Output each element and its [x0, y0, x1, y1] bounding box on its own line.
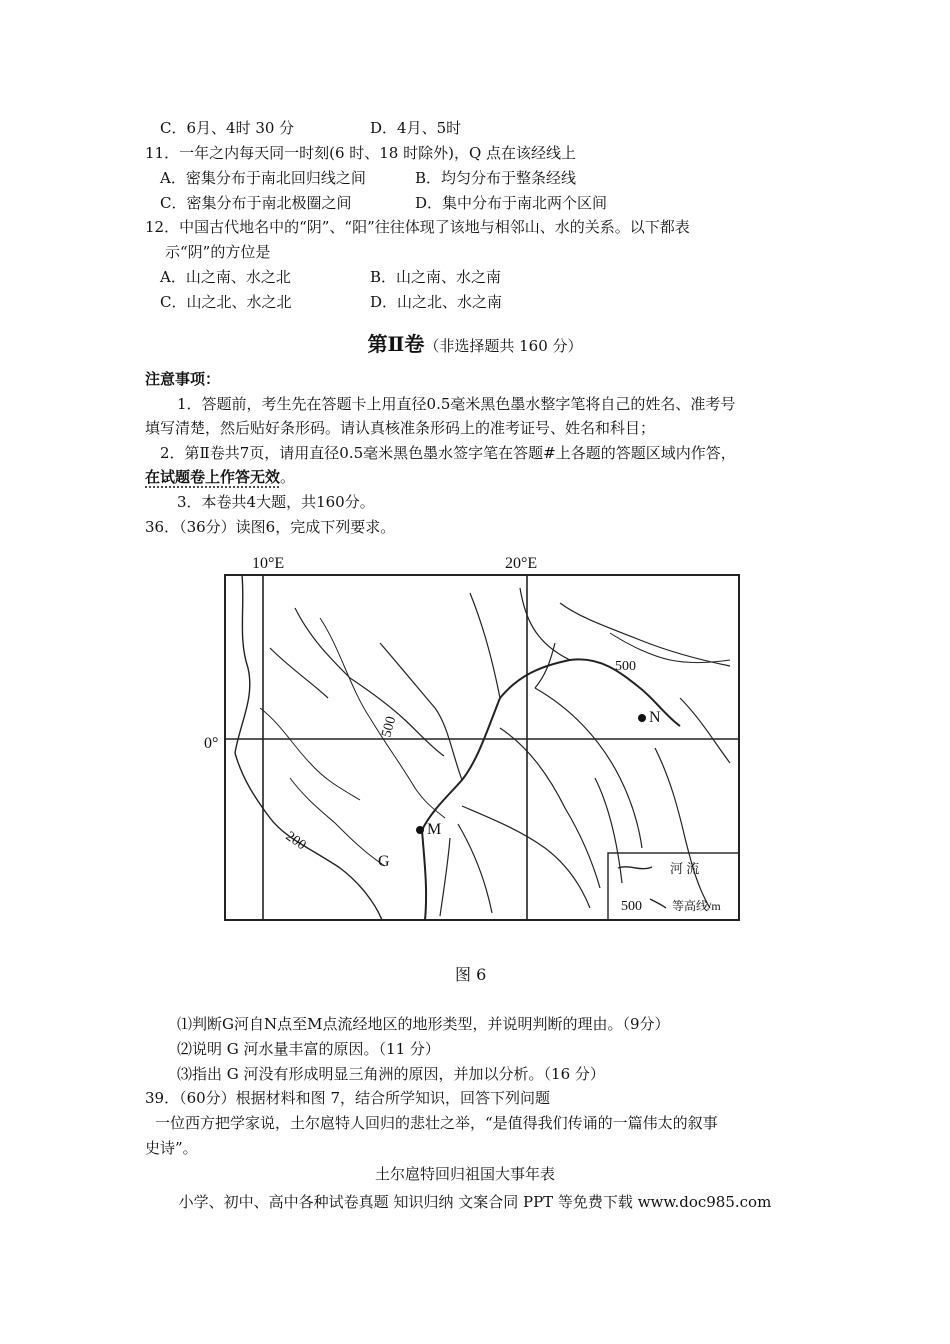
tributary-east-1 — [535, 688, 642, 848]
tributary-south-2 — [458, 824, 492, 913]
figure-6-map — [200, 548, 760, 988]
contour-200 — [290, 778, 385, 866]
tributary-west — [350, 678, 444, 756]
q12-stem-line2: 示“阴”的方位是 — [165, 243, 271, 261]
q11-option-b: B．均匀分布于整条经线 — [415, 169, 577, 187]
label-contour-500-west: 500 — [379, 714, 400, 740]
q11-stem: 11．一年之内每天同一时刻(6 时、18 时除外)，Q 点在该经线上 — [145, 144, 577, 162]
tributary-northeast — [560, 603, 730, 666]
q11-option-c: C．密集分布于南北极圈之间 — [160, 194, 352, 212]
q12-option-d: D．山之北、水之南 — [370, 293, 503, 311]
q39-paragraph-line2: 史诗”。 — [145, 1139, 198, 1157]
map-svg — [200, 548, 760, 988]
q11-option-a: A．密集分布于南北回归线之间 — [160, 169, 366, 187]
label-river-g: G — [378, 853, 390, 870]
q12-option-a: A．山之南、水之北 — [160, 268, 291, 286]
q39-paragraph-line1: 一位西方把学家说，土尔扈特人回归的悲壮之举，“是值得我们传诵的一篇伟太的叙事 — [155, 1114, 718, 1132]
legend-contour-value: 500 — [621, 899, 642, 914]
point-m-marker — [416, 826, 424, 834]
section-title — [0, 328, 950, 357]
q12-stem-line1: 12．中国古代地名中的“阴”、“阳”往往体现了该地与相邻山、水的关系。以下都表 — [145, 218, 690, 236]
notes-heading: 注意事项： — [145, 370, 221, 388]
note-2-emphasis: 在试题卷上作答无效 — [145, 468, 281, 486]
figure-caption: 图 6 — [455, 965, 487, 984]
q36-stem: 36．（36分）读图6，完成下列要求。 — [145, 518, 396, 536]
section-title-main: 第Ⅱ卷 — [367, 332, 425, 356]
note-2-end: 。 — [280, 468, 296, 486]
note-1-line1: 1．答题前，考生先在答题卡上用直径0.5毫米黑色墨水整字笔将自己的姓名、准考号 — [177, 395, 736, 413]
legend-contour-symbol — [650, 899, 666, 908]
q10-option-d: D．4月、5时 — [370, 119, 462, 137]
note-3: 3．本卷共4大题，共160分。 — [177, 493, 375, 511]
q36-sub1: ⑴判断G河自N点至M点流经地区的地形类型，并说明判断的理由。（9分） — [177, 1015, 670, 1033]
label-point-n: N — [649, 709, 661, 726]
tributary-north-3 — [535, 643, 555, 688]
label-point-m: M — [427, 821, 442, 838]
label-equator: 0° — [204, 735, 219, 752]
note-1-line2: 填写清楚，然后贴好条形码。请认真核准条形码上的准考证号、姓名和科目； — [145, 419, 656, 437]
coastline — [235, 575, 382, 920]
contour-500-west — [320, 618, 445, 818]
label-20e: 20°E — [505, 555, 538, 572]
label-10e: 10°E — [252, 555, 285, 572]
note-2-line2 — [145, 466, 295, 488]
tributary-northwest — [380, 643, 462, 780]
contour-coastal — [260, 708, 360, 800]
section-title-sub: （非选择题共 160 分） — [424, 337, 583, 355]
q10-option-c: C．6月、4时 30 分 — [160, 119, 295, 137]
note-2-line1: 2．第Ⅱ卷共7页，请用直径0.5毫米黑色墨水签字笔在答题#上各题的答题区域内作答， — [160, 444, 736, 462]
tributary-south-3 — [440, 838, 450, 916]
label-contour-200: 200 — [282, 828, 309, 854]
q12-option-b: B．山之南、水之南 — [370, 268, 502, 286]
legend-river-label: 河 流 — [670, 861, 700, 876]
tributary-east-2 — [500, 728, 600, 888]
tributary-south-1 — [462, 806, 590, 908]
label-contour-500-east: 500 — [615, 659, 636, 674]
tributary-west-2 — [270, 648, 328, 698]
q11-option-d: D．集中分布于南北两个区间 — [415, 194, 608, 212]
legend-contour-label: 等高线/m — [672, 899, 721, 913]
point-n-marker — [638, 714, 646, 722]
q39-stem: 39．（60分）根据材料和图 7，结合所学知识，回答下列问题 — [145, 1089, 550, 1107]
legend-river-symbol — [618, 867, 652, 869]
tributary-north-1 — [470, 593, 500, 698]
tributary-east-3 — [655, 748, 710, 908]
q39-table-title: 土尔扈特回归祖国大事年表 — [375, 1165, 556, 1183]
page-footer: 小学、初中、高中各种试卷真题 知识归纳 文案合同 PPT 等免费下载 www.doc985.com — [178, 1193, 772, 1211]
tributary-northwest-2 — [295, 608, 350, 678]
tributary-east-4 — [680, 698, 730, 763]
q36-sub2: ⑵说明 G 河水量丰富的原因。（11 分） — [177, 1040, 440, 1058]
q12-option-c: C．山之北、水之北 — [160, 293, 292, 311]
q36-sub3: ⑶指出 G 河没有形成明显三角洲的原因，并加以分析。（16 分） — [177, 1065, 605, 1083]
